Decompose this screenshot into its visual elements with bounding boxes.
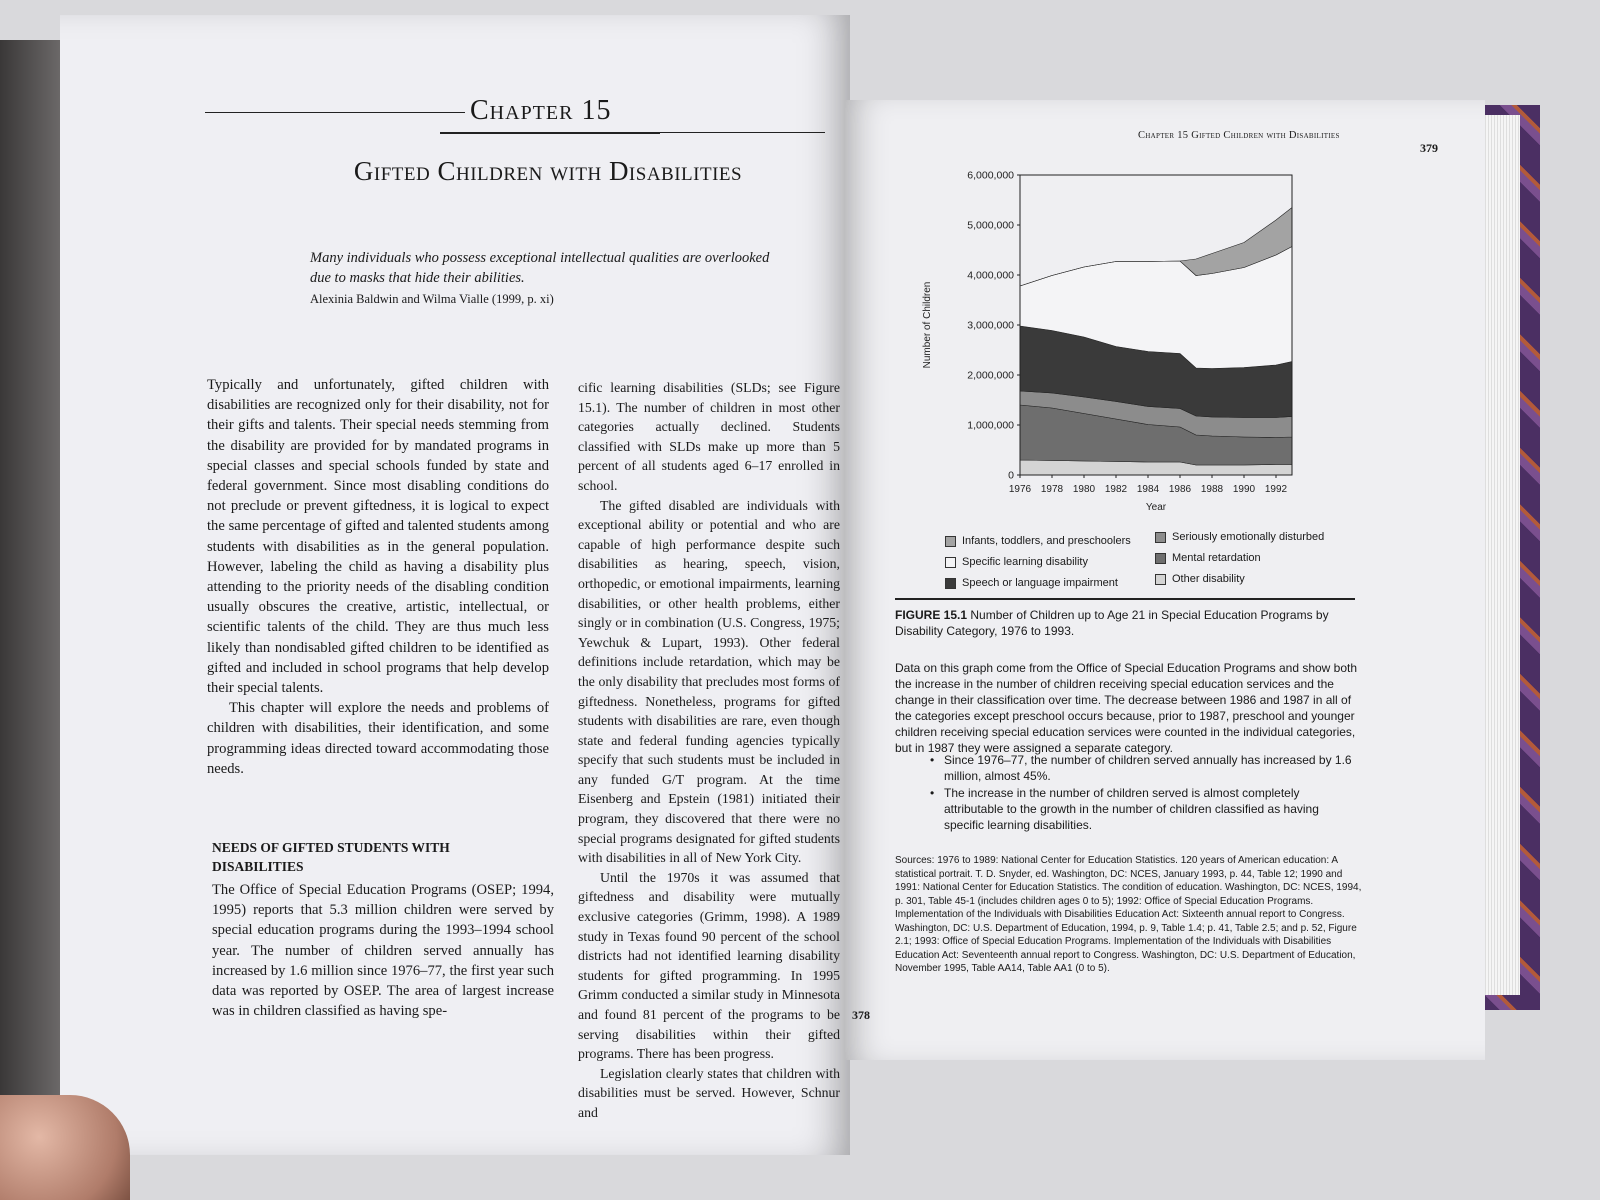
- chapter-rule-underline: [440, 132, 660, 134]
- legend-item: [1155, 531, 1324, 543]
- x-tick-label: 1976: [1008, 484, 1032, 495]
- legend-item: [945, 535, 1131, 547]
- y-tick-label: 0: [1008, 469, 1014, 482]
- section-heading: NEEDS OF GIFTED STUDENTS WITH DISABILITIES: [212, 840, 450, 874]
- paragraph: The Office of Special Education Programs (OSEP; 1994, 1995) reports that 5.3 million children were served by special education programs during the 1993–1994 school year. The number of children served annually has increased by 1.6 million since 1976–77, the first year such data was reported by OSEP. The area of largest increase was in children classified as having spe-: [212, 882, 554, 1020]
- legend-swatch: [1155, 553, 1166, 564]
- figure-caption: [895, 607, 1365, 639]
- x-tick-label: 1988: [1200, 484, 1224, 495]
- page-number-left: 378: [852, 1008, 870, 1022]
- figure-15-1-chart: [900, 160, 1320, 525]
- chapter-rule-left: [205, 112, 465, 113]
- legend-label: Specific learning disability: [962, 556, 1088, 568]
- left-column-1-cont: [212, 880, 554, 1021]
- figure-description: Data on this graph come from the Office of Special Education Programs and show both the increase in the number of children receiving special education services and the change in their classification over time. The decrease between 1986 and 1987 in all of the categories except preschool occurs because, prior to 1987, preschool and younger children receiving special education services were counted in the individual categories, but in 1987 they were assigned a separate category.: [895, 661, 1358, 755]
- y-tick-label: 5,000,000: [967, 219, 1014, 232]
- x-tick-label: 1980: [1072, 484, 1096, 495]
- paragraph: The gifted disabled are individuals with exceptional ability or potential and who are capable of high performance despite such disabilities as hearing, speech, vision, orthopedic, or emotional impairments, learning disabilities, or other health problems, either singly or in combination (U.S. Congress, 1975; Yewchuk & Lupart, 1993). Other federal definitions include retardation, which may be the only disability that precludes most forms of giftedness. Nonetheless, programs for gifted students with disabilities are rare, even though state and federal funding agencies typically specify that such students must be included in any funded G/T program. At the time Eisenberg and Epstein (1981) initiated their program, they discovered that there were no special programs designated for gifted students with disabilities in all of New York City.: [578, 497, 840, 866]
- y-tick-label: 3,000,000: [967, 319, 1014, 332]
- x-tick-label: 1992: [1264, 484, 1288, 495]
- paragraph: cific learning disabilities (SLDs; see Figure 15.1). The number of children in most other categories actually declined. Students classified with SLDs make up more than 5 percent of all students aged 6–17 enrolled in school.: [578, 380, 840, 493]
- legend-item: [945, 577, 1118, 589]
- x-axis-label: Year: [1145, 502, 1167, 513]
- x-axis-ticks: [1009, 475, 1288, 495]
- y-tick-label: 6,000,000: [967, 169, 1014, 182]
- figure-sources: Sources: 1976 to 1989: National Center for Education Statistics. 120 years of American education: A statistical portrait. T. D. Snyder, ed. Washington, DC: NCES, January 1993, p. 44, Table 12; 1990 and 1991: National Center for Education Statistics. The condition of education. Washington, DC: NCES, 1994, p. 301, Table 45-1 (includes children ages 0 to 5); 1992: Office of Special Education Programs. Implementation of the Individuals with Disabilities Education Act: Sixteenth annual report to Congress. Washington, DC: U.S. Department of Education, 1994, p. 9, Table 1.4; p. 41, Table 2.5; and p. 52, Figure 2.1; 1993: Office of Special Education Programs. Implementation of the Individuals with Disabilities Education Act: Seventeenth annual report to Congress. Washington, DC: U.S. Department of Education, November 1995, Table AA14, Table AA1 (0 to 5).: [895, 855, 1362, 974]
- paragraph: Legislation clearly states that children with disabilities must be served. However, Schnur and: [578, 1065, 840, 1120]
- figure-bullets: [930, 752, 1360, 834]
- running-head: Chapter 15 Gifted Children with Disabilities: [1138, 130, 1340, 141]
- thumb: [0, 1095, 130, 1200]
- legend-swatch: [945, 557, 956, 568]
- x-tick-label: 1990: [1232, 484, 1256, 495]
- left-column-2: [578, 378, 840, 1123]
- epigraph-author: Alexinia Baldwin and Wilma Vialle (1999, p. xi): [310, 292, 554, 306]
- x-tick-label: 1984: [1136, 484, 1160, 495]
- legend-swatch: [945, 578, 956, 589]
- legend-item: [945, 556, 1088, 568]
- legend-label: Infants, toddlers, and preschoolers: [962, 535, 1131, 547]
- paragraph: This chapter will explore the needs and problems of children with disabilities, their identification, and some programming ideas directed toward accommodating those needs.: [207, 700, 549, 777]
- left-column-1: [207, 375, 549, 779]
- paragraph: Until the 1970s it was assumed that giftedness and disability were mutually exclusive categories (Grimm, 1998). A 1989 study in Texas found 90 percent of the school districts had not identified learning disability students for gifted programming. In 1995 Grimm conducted a similar study in Minnesota and found 81 percent of the programs to be serving disabilities within their gifted programs. There has been progress.: [578, 869, 840, 1062]
- figure-title: Number of Children up to Age 21 in Special Education Programs by Disability Category, 1976 to 1993.: [895, 608, 1329, 638]
- chapter-rule-right: [660, 132, 825, 133]
- bullet-item: • The increase in the number of children served is almost completely attributable to the growth in the number of children classified as having specific learning disabilities.: [930, 785, 1360, 833]
- bullet-item: • Since 1976–77, the number of children served annually has increased by 1.6 million, almost 45%.: [930, 752, 1360, 784]
- legend-swatch: [945, 536, 956, 547]
- legend-label: Other disability: [1172, 573, 1245, 585]
- figure-label: FIGURE 15.1: [895, 608, 968, 622]
- paragraph: Typically and unfortunately, gifted children with disabilities are recognized only for their disability, not for their gifts and talents. Their special needs stemming from the disability are provided for by mandated programs in special classes and special schools funded by state and federal government. Since most disabling conditions do not preclude or prevent giftedness, it is logical to expect the same percentage of gifted and talented students among students with disabilities as in the general population. However, labeling the child as having a disability plus attending to the priority needs of the disabling condition usually obscures the creative, artistic, intellectual, or scientific talents of the child. They are thus much less likely than nondisabled gifted children to be identified as gifted and included in school programs that help develop their special talents.: [207, 377, 549, 697]
- legend-swatch: [1155, 532, 1166, 543]
- epigraph-quote: Many individuals who possess exceptional intellectual qualities are overlooked due to masks that hide their abilities.: [310, 250, 770, 286]
- page-edges: [1480, 115, 1520, 995]
- legend-label: Speech or language impairment: [962, 577, 1118, 589]
- x-tick-label: 1986: [1168, 484, 1192, 495]
- book-cover-left: [0, 40, 60, 1140]
- chapter-title: Gifted Children with Disabilities: [353, 156, 743, 186]
- x-tick-label: 1982: [1104, 484, 1128, 495]
- legend-item: [1155, 573, 1245, 585]
- legend-label: Seriously emotionally disturbed: [1172, 531, 1325, 543]
- legend-item: [1155, 552, 1261, 564]
- y-axis-label: Number of Children: [922, 281, 933, 369]
- legend-swatch: [1155, 574, 1166, 585]
- figure-rule: [895, 598, 1355, 600]
- y-tick-label: 4,000,000: [967, 269, 1014, 282]
- chart-areas: [1020, 208, 1292, 476]
- x-tick-label: 1978: [1040, 484, 1064, 495]
- y-axis-ticks: [967, 170, 1020, 482]
- legend-label: Mental retardation: [1172, 552, 1261, 564]
- page-number-right: 379: [1420, 141, 1438, 155]
- y-tick-label: 1,000,000: [967, 419, 1014, 432]
- y-tick-label: 2,000,000: [967, 369, 1014, 382]
- chapter-label: Chapter 15: [470, 95, 612, 126]
